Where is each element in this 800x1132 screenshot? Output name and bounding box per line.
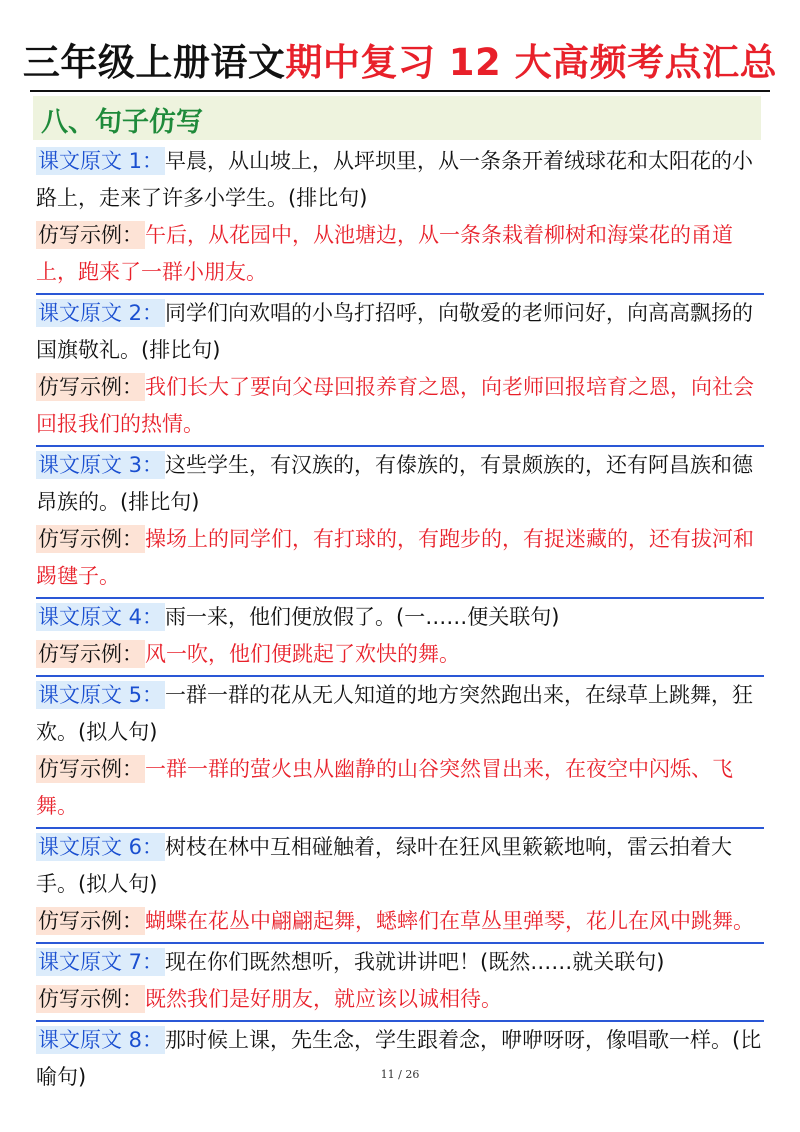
entry-text: 早晨，从山坡上，从坪坝里，从一条条开着绒球花和太阳花的小路上，走来了许多小学生。(排比句) xyxy=(36,149,754,210)
entry-text: 操场上的同学们，有打球的，有跑步的，有捉迷藏的，还有拔河和踢毽子。 xyxy=(36,527,754,588)
entry-label: 课文原文 6： xyxy=(38,835,164,859)
imitation-sentence-6 xyxy=(36,903,764,944)
original-sentence-8 xyxy=(36,1022,764,1096)
entry-label: 仿写示例： xyxy=(38,527,143,551)
sentence-list xyxy=(36,143,764,1096)
entry-text: 现在你们既然想听，我就讲讲吧！(既然……就关联句) xyxy=(165,950,665,974)
entry-text: 一群一群的萤火虫从幽静的山谷突然冒出来，在夜空中闪烁、飞舞。 xyxy=(36,757,733,818)
entry-label: 课文原文 4： xyxy=(38,605,164,629)
entry-text: 这些学生，有汉族的，有傣族的，有景颇族的，还有阿昌族和德昂族的。(排比句) xyxy=(36,453,754,514)
entry-text: 一群一群的花从无人知道的地方突然跑出来，在绿草上跳舞，狂欢。(拟人句) xyxy=(36,683,754,744)
entry-label: 仿写示例： xyxy=(38,375,143,399)
entry-text: 风一吹，他们便跳起了欢快的舞。 xyxy=(145,642,460,666)
entry-text: 树枝在林中互相碰触着，绿叶在狂风里簌簌地响，雷云拍着大手。(拟人句) xyxy=(36,835,733,896)
entry-text: 那时候上课，先生念，学生跟着念，咿咿呀呀，像唱歌一样。(比喻句) xyxy=(36,1028,762,1089)
entry-text: 同学们向欢唱的小鸟打招呼，向敬爱的老师问好，向高高飘扬的国旗敬礼。(排比句) xyxy=(36,301,754,362)
entry-text: 午后，从花园中，从池塘边，从一条条栽着柳树和海棠花的甬道上，跑来了一群小朋友。 xyxy=(36,223,733,284)
entry-label: 课文原文 5： xyxy=(38,683,164,707)
title-black-part: 三年级上册语文 xyxy=(22,41,286,84)
original-sentence-3 xyxy=(36,447,764,521)
imitation-sentence-5 xyxy=(36,751,764,829)
imitation-sentence-7 xyxy=(36,981,764,1022)
original-sentence-5 xyxy=(36,677,764,751)
imitation-sentence-4 xyxy=(36,636,764,677)
section-title: 八、句子仿写 xyxy=(41,107,203,138)
entry-label: 课文原文 1： xyxy=(38,149,164,173)
entry-text: 雨一来，他们便放假了。(一……便关联句) xyxy=(165,605,560,629)
imitation-sentence-3 xyxy=(36,521,764,599)
entry-label: 仿写示例： xyxy=(38,223,143,247)
entry-label: 课文原文 7： xyxy=(38,950,164,974)
imitation-sentence-2 xyxy=(36,369,764,447)
entry-label: 课文原文 3： xyxy=(38,453,164,477)
original-sentence-6 xyxy=(36,829,764,903)
entry-label: 课文原文 2： xyxy=(38,301,164,325)
original-sentence-4 xyxy=(36,599,764,636)
original-sentence-2 xyxy=(36,295,764,369)
entry-text: 蝴蝶在花丛中翩翩起舞，蟋蟀们在草丛里弹琴，花儿在风中跳舞。 xyxy=(145,909,754,933)
section-header xyxy=(33,96,761,140)
original-sentence-1 xyxy=(36,143,764,217)
entry-text: 我们长大了要向父母回报养育之恩，向老师回报培育之恩，向社会回报我们的热情。 xyxy=(36,375,754,436)
original-sentence-7 xyxy=(36,944,764,981)
entry-label: 仿写示例： xyxy=(38,642,143,666)
imitation-sentence-1 xyxy=(36,217,764,295)
title-underline xyxy=(30,90,770,92)
entry-label: 仿写示例： xyxy=(38,757,143,781)
title-red-part: 期中复习 12 大高频考点汇总 xyxy=(285,41,778,84)
entry-label: 仿写示例： xyxy=(38,987,143,1011)
entry-label: 课文原文 8： xyxy=(38,1028,164,1052)
page-number: 11 / 26 xyxy=(380,1068,420,1081)
entry-text: 既然我们是好朋友，就应该以诚相待。 xyxy=(145,987,502,1011)
entry-label: 仿写示例： xyxy=(38,909,143,933)
page-title xyxy=(0,32,800,86)
